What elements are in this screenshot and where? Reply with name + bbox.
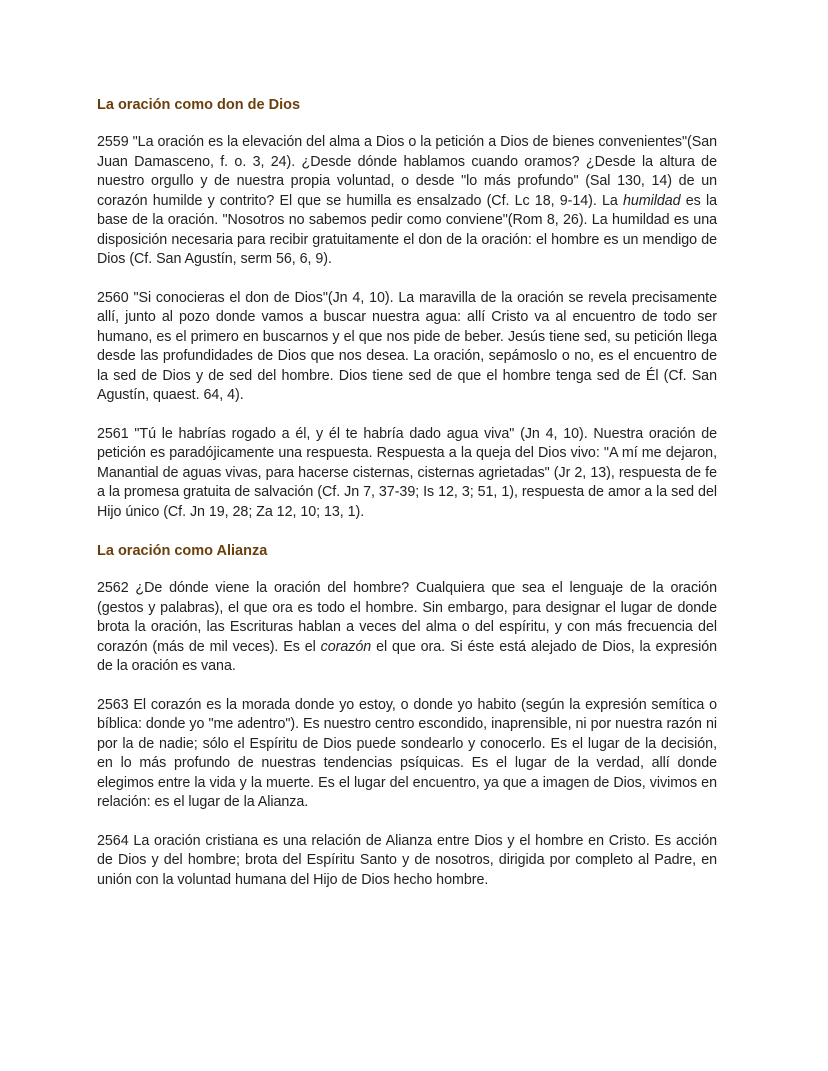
paragraph-2559 <box>97 133 717 270</box>
paragraph-2562 <box>97 579 717 677</box>
section-heading-alianza: La oración como Alianza <box>97 543 268 559</box>
emphasis-corazon: corazón <box>320 638 372 655</box>
paragraph-text: 2559 "La oración es la elevación del alma a Dios o la petición a Dios de bienes convenientes"(San Juan Damasceno, f. o. 3, 24). ¿Desde dónde hablamos cuando oramos? ¿Desde la altura de nuestro orgullo y de nuestra propia voluntad, o desde "lo más profundo" (Sal 130, 14) de un corazón humilde y contrito? El que se humilla es ensalzado (Cf. Lc 18, 9-14). La <box>97 134 717 209</box>
paragraph-2561 <box>97 425 717 523</box>
paragraph-2563 <box>97 696 717 813</box>
paragraph-2560 <box>97 289 717 406</box>
paragraph-text: 2562 ¿De dónde viene la oración del hombre? Cualquiera que sea el lenguaje de la oración (gestos y palabras), el que ora es todo el hombre. Sin embargo, para designar el lugar de donde brota la oración, las Escrituras hablan a veces del alma o del espíritu, y con más frecuencia del corazón (más de mil veces). Es el <box>97 580 717 655</box>
section-heading-don-de-dios: La oración como don de Dios <box>97 97 301 113</box>
paragraph-text: es la base de la oración. "Nosotros no sabemos pedir como conviene"(Rom 8, 26). La humildad es una disposición necesaria para recibir gratuitamente el don de la oración: el hombre es un mendigo de Dios (Cf. San Agustín, serm 56, 6, 9). <box>97 192 717 267</box>
emphasis-humildad: humildad <box>622 192 681 209</box>
paragraph-text: 2563 El corazón es la morada donde yo estoy, o donde yo habito (según la expresión semítica o bíblica: donde yo "me adentro"). Es nuestro centro escondido, inaprensible, ni por nuestra razón ni por la de nadie; sólo el Espíritu de Dios puede sondearlo y conocerlo. Es el lugar de la decisión, en lo más profundo de nuestras tendencias psíquicas. Es el lugar de la verdad, allí donde elegimos entre la vida y la muerte. Es el lugar del encuentro, ya que a imagen de Dios, vivimos en relación: es el lugar de la Alianza. <box>97 696 717 810</box>
document-page <box>97 95 717 890</box>
paragraph-text: 2564 La oración cristiana es una relación de Alianza entre Dios y el hombre en Cristo. Es acción de Dios y del hombre; brota del Espíritu Santo y de nosotros, dirigida por completo al Padre, en unión con la voluntad humana del Hijo de Dios hecho hombre. <box>97 832 717 888</box>
paragraph-text: el que ora. Si éste está alejado de Dios, la expresión de la oración es vana. <box>97 638 717 674</box>
paragraph-text: 2560 "Si conocieras el don de Dios"(Jn 4, 10). La maravilla de la oración se revela precisamente allí, junto al pozo donde vamos a buscar nuestra agua: allí Cristo va al encuentro de todo ser humano, es el primero en buscarnos y el que nos pide de beber. Jesús tiene sed, su petición llega desde las profundidades de Dios que nos desea. La oración, sepámoslo o no, es el encuentro de la sed de Dios y de sed del hombre. Dios tiene sed de que el hombre tenga sed de Él (Cf. San Agustín, quaest. 64, 4). <box>97 289 717 403</box>
paragraph-text: 2561 "Tú le habrías rogado a él, y él te habría dado agua viva" (Jn 4, 10). Nuestra oración de petición es paradójicamente una respuesta. Respuesta a la queja del Dios vivo: "A mí me dejaron, Manantial de aguas vivas, para hacerse cisternas, cisternas agrietadas" (Jr 2, 13), respuesta de fe a la promesa gratuita de salvación (Cf. Jn 7, 37-39; Is 12, 3; 51, 1), respuesta de amor a la sed del Hijo único (Cf. Jn 19, 28; Za 12, 10; 13, 1). <box>97 425 717 520</box>
paragraph-2564 <box>97 832 717 891</box>
